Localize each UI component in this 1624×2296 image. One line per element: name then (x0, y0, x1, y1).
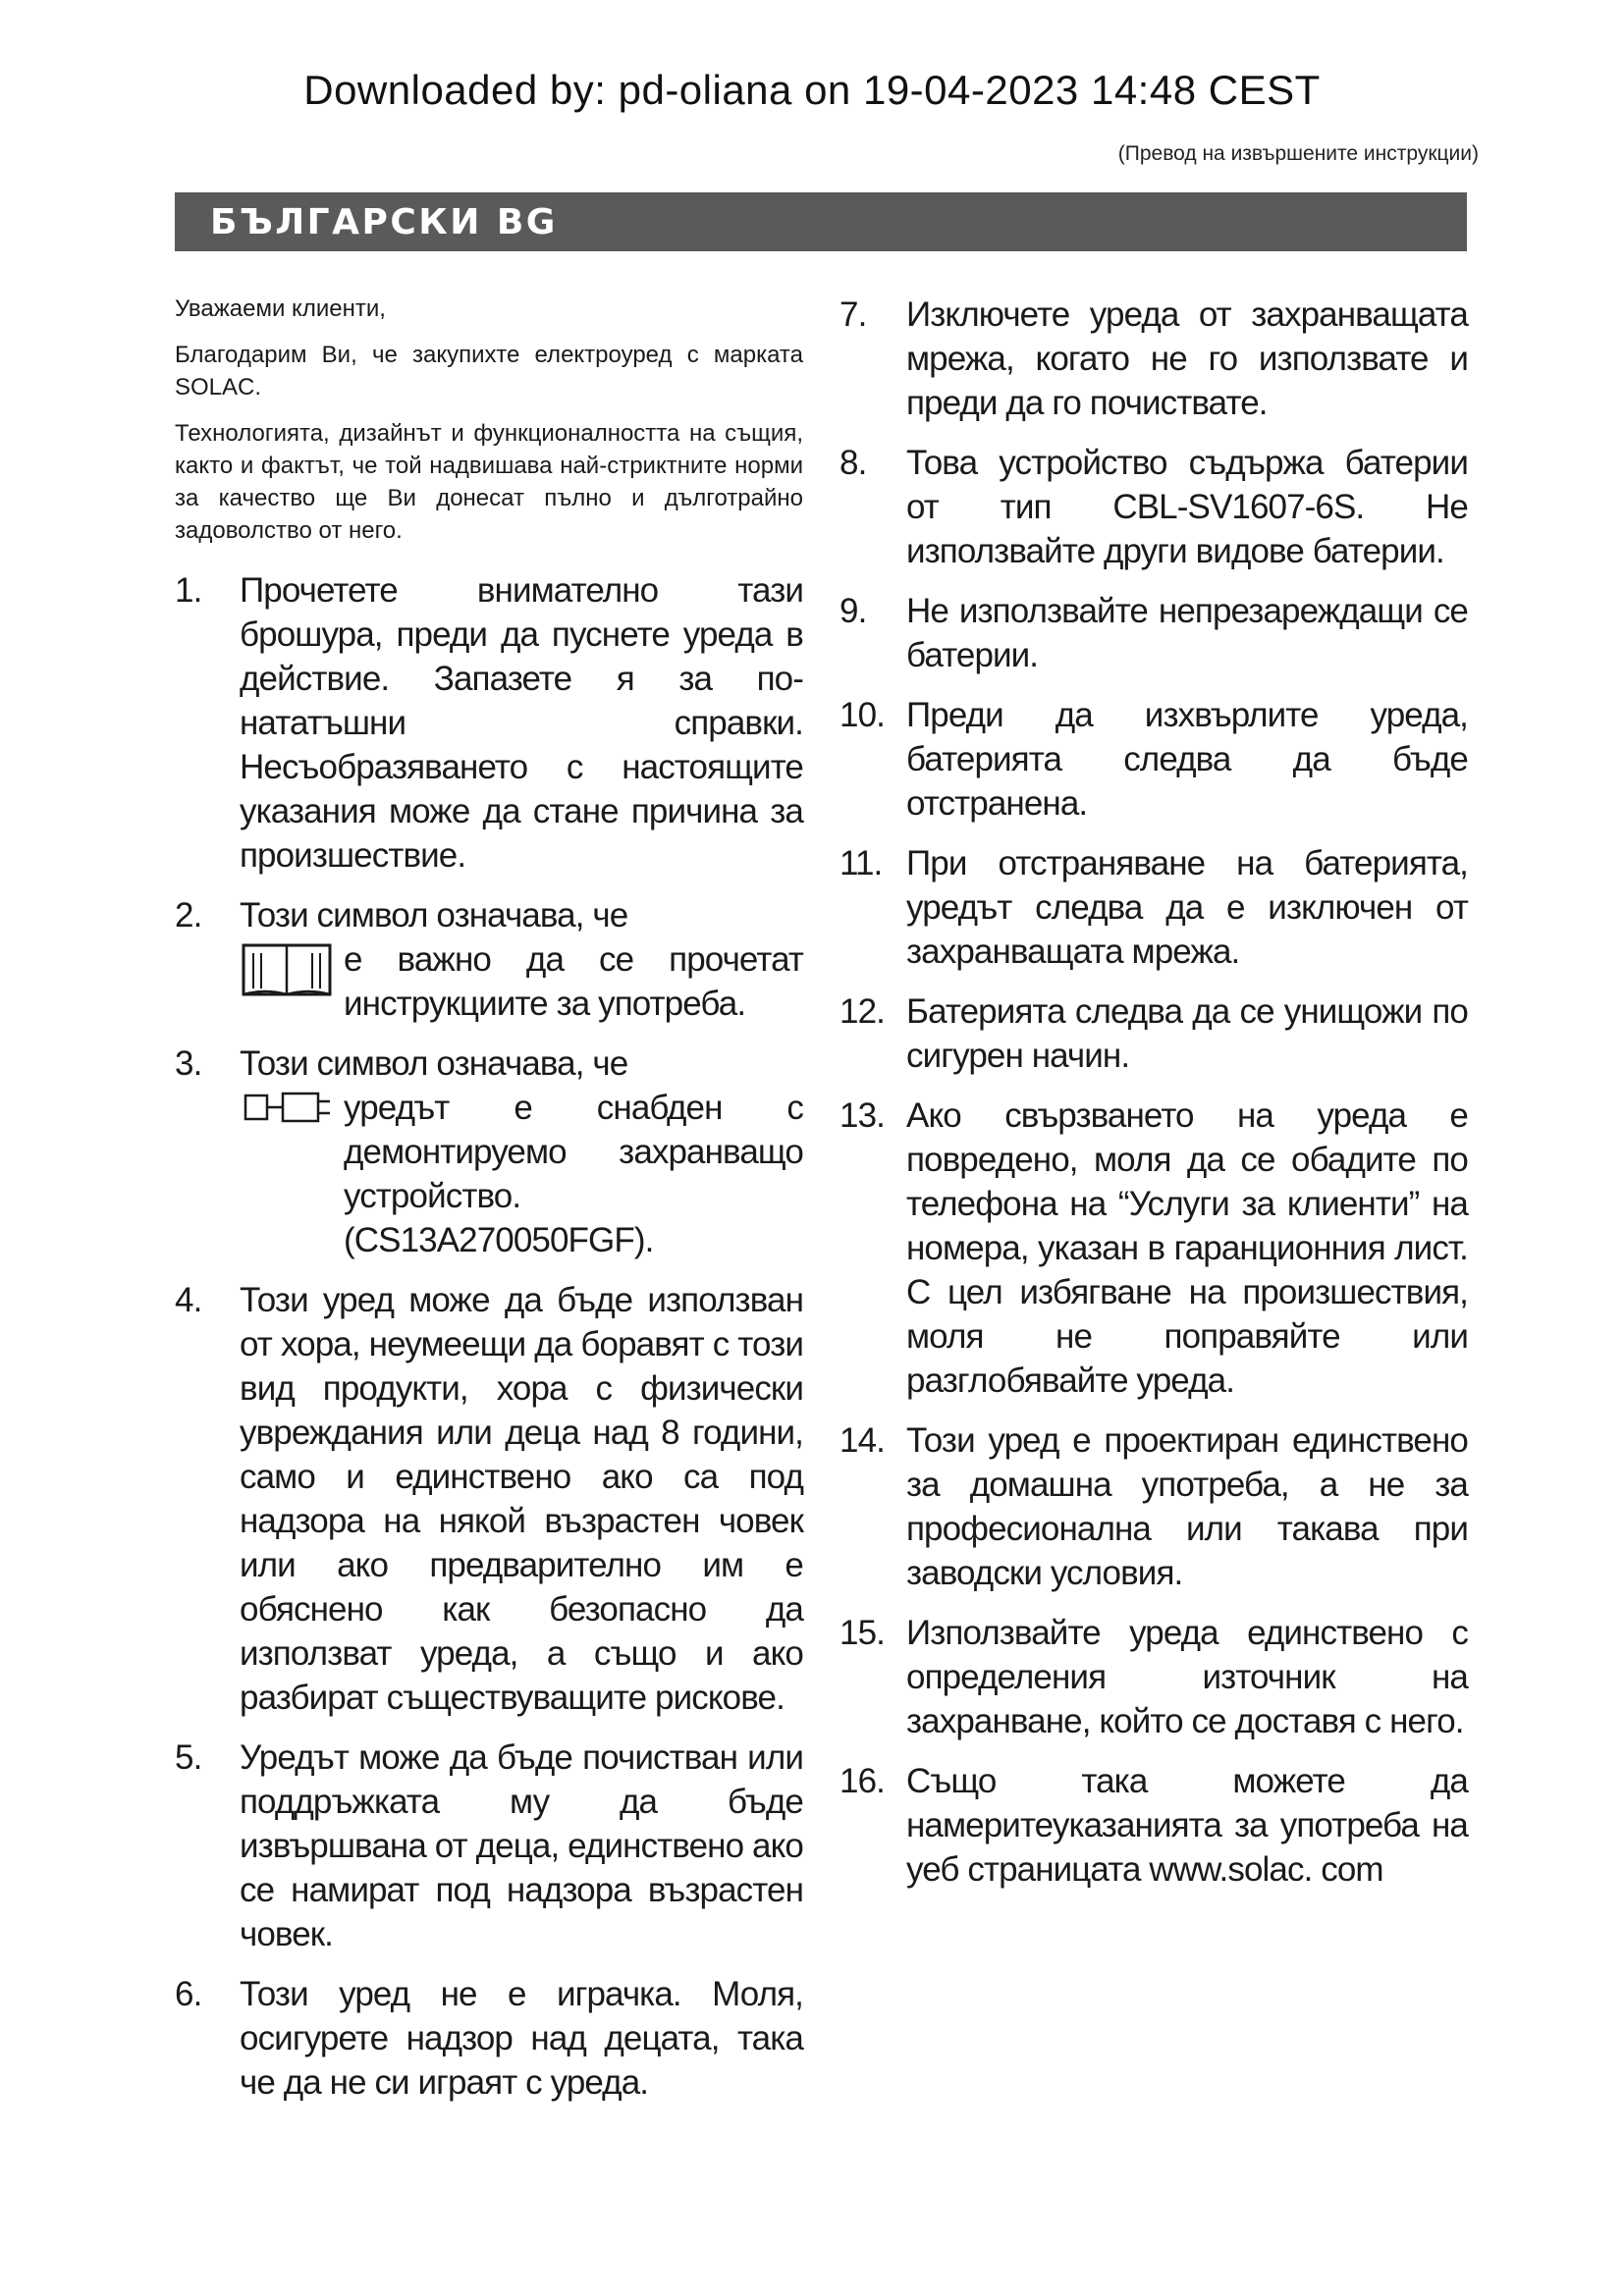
instruction-number: 12. (839, 992, 885, 1031)
instruction-text: е важно да се прочетат инструкциите за употреба. (344, 940, 803, 1023)
intro-greeting: Уважаеми клиенти, (175, 295, 386, 322)
instruction-text: Този уред е проектиран единствено за домашна употреба, а не за професионална или такава при заводски условия. (906, 1421, 1468, 1592)
instruction-item-11 (839, 841, 1468, 974)
instruction-text: Този уред може да бъде използван от хора, неумеещи да боравят с този вид продукти, хора с физически увреждания или деца над 8 години, само и единствено ако са под надзора на някой възрастен човек или ако предварително им е обяснено как безопасно да използват уреда, а също и ако разбират съществуващите рискове. (240, 1281, 803, 1717)
translation-note: (Превод на извършените инструкции) (1117, 142, 1479, 165)
instruction-item-6 (175, 1972, 803, 2105)
instruction-item-3 (175, 1041, 803, 1262)
instruction-text: Използвайте уреда единствено с определения източник на захранване, който се доставя с него. (906, 1614, 1468, 1740)
instruction-number: 6. (175, 1975, 202, 2013)
instruction-text: Преди да изхвърлите уреда, батерията следва да бъде отстранена. (906, 696, 1468, 823)
instruction-list-left (175, 568, 803, 2105)
instruction-text: Уредът може да бъде почистван или поддръжката му да бъде извършвана от деца, единствено ако се намират под надзора възрастен човек. (240, 1738, 803, 1953)
instruction-item-7 (839, 293, 1468, 425)
instruction-number: 2. (175, 896, 202, 934)
instruction-number: 16. (839, 1762, 885, 1800)
instruction-text: Батерията следва да се унищожи по сигурен начин. (906, 992, 1468, 1075)
instruction-lead: Този символ означава, че (240, 896, 628, 934)
instruction-text: Прочетете внимателно тази брошура, преди да пуснете уреда в действие. Запазете я за по-нататъшни справки. Несъобразяването с настоящите указания може да стане причина за произшествие. (240, 571, 803, 875)
instruction-item-16 (839, 1759, 1468, 1892)
instruction-number: 10. (839, 696, 885, 734)
instruction-item-9 (839, 589, 1468, 677)
instruction-number: 9. (839, 592, 867, 630)
instruction-item-8 (839, 441, 1468, 573)
left-column (175, 293, 803, 2120)
intro-technology: Технологията, дизайнът и функционалността на същия, както и фактът, че той надвишава най-стриктните норми за качество ще Ви донесат пълно и дълготрайно задоволство от него. (175, 420, 803, 544)
instruction-item-5 (175, 1735, 803, 1956)
instruction-number: 11. (839, 844, 883, 882)
instruction-text: уредът е снабден с демонтируемо захранващо устройство. (CS13A270050FGF). (344, 1089, 803, 1259)
instruction-number: 13. (839, 1096, 885, 1135)
instruction-number: 15. (839, 1614, 885, 1652)
instruction-text: При отстраняване на батерията, уредът следва да е изключен от захранващата мрежа. (906, 844, 1468, 971)
instruction-text: Не използвайте непрезареждащи се батерии. (906, 592, 1468, 674)
instruction-item-1 (175, 568, 803, 878)
instruction-text: Изключете уреда от захранващата мрежа, когато не го използвате и преди да го почиствате. (906, 295, 1468, 422)
instruction-item-13 (839, 1094, 1468, 1403)
language-bar (175, 192, 1467, 251)
right-column (839, 293, 1468, 1907)
book-icon (240, 939, 334, 1000)
instruction-item-4 (175, 1278, 803, 1720)
intro (175, 293, 803, 547)
instruction-text: Също така можете да намеритеуказанията за употреба на уеб страницата www.solac. com (906, 1762, 1468, 1889)
instruction-item-15 (839, 1611, 1468, 1743)
instruction-number: 5. (175, 1738, 202, 1777)
instruction-number: 3. (175, 1044, 202, 1083)
instruction-number: 4. (175, 1281, 202, 1319)
instruction-item-14 (839, 1418, 1468, 1595)
instruction-list-right (839, 293, 1468, 1892)
instruction-number: 7. (839, 295, 867, 334)
instruction-lead: Този символ означава, че (240, 1044, 628, 1083)
download-header: Downloaded by: pd-oliana on 19-04-2023 14:48 CEST (303, 67, 1321, 113)
instruction-text: Ако свързването на уреда е повредено, моля да се обадите по телефона на “Услуги за клиенти” на номера, указан в гаранционния лист. С цел избягване на произшествия, моля не поправяйте или разглобявайте уреда. (906, 1096, 1468, 1400)
instruction-text: Този уред не е играчка. Моля, осигурете надзор над децата, така че да не си играят с уреда. (240, 1975, 803, 2102)
intro-thanks: Благодарим Ви, че закупихте електроуред с марката SOLAC. (175, 342, 803, 400)
instruction-number: 8. (839, 444, 867, 482)
plug-icon (240, 1088, 334, 1127)
instruction-item-12 (839, 989, 1468, 1078)
language-title: БЪЛГАРСКИ BG (210, 201, 558, 242)
instruction-number: 1. (175, 571, 202, 610)
instruction-item-2 (175, 893, 803, 1026)
instruction-text: Това устройство съдържа батерии от тип CBL-SV1607-6S. Не използвайте други видове батерии. (906, 444, 1468, 570)
instruction-item-10 (839, 693, 1468, 826)
instruction-number: 14. (839, 1421, 885, 1460)
